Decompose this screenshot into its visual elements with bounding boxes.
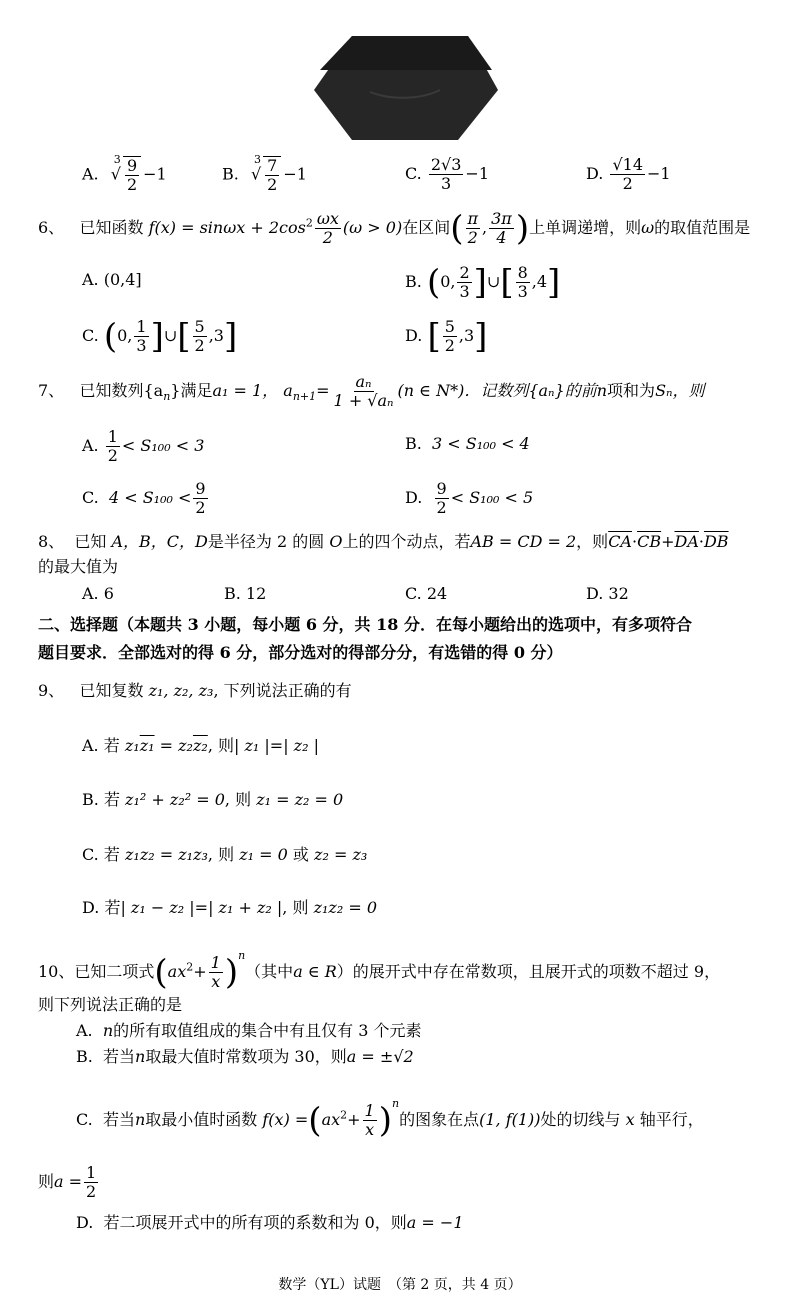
section-2-heading-line2: 题目要求．全部选对的得 6 分，部分选对的得部分分，有选错的得 0 分）	[38, 643, 563, 662]
q9-option-a: A. 若 z₁z₁ = z₂z₂, 则| z₁ |=| z₂ |	[82, 736, 319, 755]
q8-option-a: A. 6	[82, 584, 114, 603]
q10-option-a: A. n的所有取值组成的集合中有且仅有 3 个元素	[76, 1021, 422, 1040]
q10-stem-line2: 则下列说法正确的是	[38, 995, 183, 1014]
q6-option-c: C. (0, $\frac{1}{3}$ ]∪[ $\frac{5}{2}$ ,3]	[82, 316, 238, 357]
q6-option-a: A. (0,4]	[82, 270, 142, 289]
solid-top-face	[320, 36, 492, 70]
q7-stem: 7、 已知数列$\{a_n\}$满足a₁ = 1， $a_{n+1}=$ $\frac{\text{aₙ}}{\text{1 + √aₙ}}$ (n ∈ N*)．记数列{aₙ}的前n项和为Sₙ，则	[38, 372, 705, 410]
truncated-pyramid-figure	[310, 30, 500, 145]
q10-option-d: D. 若二项展开式中的所有项的系数和为 0，则a = −1	[76, 1213, 464, 1232]
q8-option-d: D. 32	[586, 584, 629, 603]
q6-stem: 6、 已知函数 $f(x) = \sin\omega x + 2\cos^2$ $\frac{\omega x}{2}$ (ω > 0)在区间( $\frac{\pi}{2}$ , $\frac{3\pi}{4}$ )上单调递增，则ω的取值范围是	[38, 208, 751, 249]
q5-option-d: D. $\frac{√14}{2}$ −1	[586, 155, 671, 193]
q9-option-c: C. 若 z₁z₂ = z₁z₃, 则 z₁ = 0 或 z₂ = z₃	[82, 845, 368, 864]
section-2-heading: 二、选择题（本题共 3 小题，每小题 6 分，共 18 分．在每小题给出的选项中，有多项符合	[38, 615, 692, 634]
q5-option-b: B. $^3$√ $\frac{7}{2}$ −1	[222, 153, 307, 194]
q9-stem: 9、 已知复数 z₁, z₂, z₃, 下列说法正确的有	[38, 681, 352, 700]
q8-stem: 8、 已知 A，B，C，D是半径为 2 的圆 O上的四个动点，若AB = CD = 2，则$\overline{CA}\cdot\overline{CB}+\overline{DA}\cdot\overline{DB}$	[38, 532, 729, 551]
q7-option-d: D. $\frac{9}{2}$ < S₁₀₀ < 5	[405, 479, 534, 517]
q8-option-c: C. 24	[405, 584, 448, 603]
q10-option-c-cont: 则a = $\frac{1}{2}$	[38, 1163, 97, 1201]
q7-option-c: C. 4 < S₁₀₀ < $\frac{9}{2}$	[82, 479, 206, 517]
page-footer: 数学（YL）试题 （第 2 页，共 4 页）	[278, 1277, 522, 1293]
q10-option-c: C. 若当n取最小值时函数 $f(x) =(ax^2+$ $\frac{1}{x}$ )$^n$的图象在点(1, f(1))处的切线与 x 轴平行，	[76, 1096, 704, 1141]
q7-option-b: B. 3 < S₁₀₀ < 4	[405, 434, 530, 453]
q5-option-a: A. $^3$√ $\frac{9}{2}$ −1	[82, 153, 167, 194]
q6-option-b: B. (0, $\frac{2}{3}$ ]∪[ $\frac{8}{3}$ ,4]	[405, 262, 561, 303]
q9-option-d: D. 若| z₁ − z₂ |=| z₁ + z₂ |, 则 z₁z₂ = 0	[82, 898, 378, 917]
q8-stem-line2: 的最大值为	[38, 557, 119, 576]
q6-option-d: D. [ $\frac{5}{2}$ ,3]	[405, 316, 488, 357]
q7-option-a: A. $\frac{1}{2}$ < S₁₀₀ < 3	[82, 427, 205, 465]
q9-option-b: B. 若 z₁² + z₂² = 0, 则 z₁ = z₂ = 0	[82, 790, 344, 809]
q8-option-b: B. 12	[224, 584, 267, 603]
q10-option-b: B. 若当n取最大值时常数项为 30，则a = ±√2	[76, 1047, 414, 1066]
q10-stem: 10、已知二项式($ax^2+$ $\frac{1}{x}$ )$^n$（其中a ∈ R）的展开式中存在常数项，且展开式的项数不超过 9，	[38, 948, 721, 993]
q5-option-c: C. $\frac{2√3}{3}$ −1	[405, 155, 490, 193]
